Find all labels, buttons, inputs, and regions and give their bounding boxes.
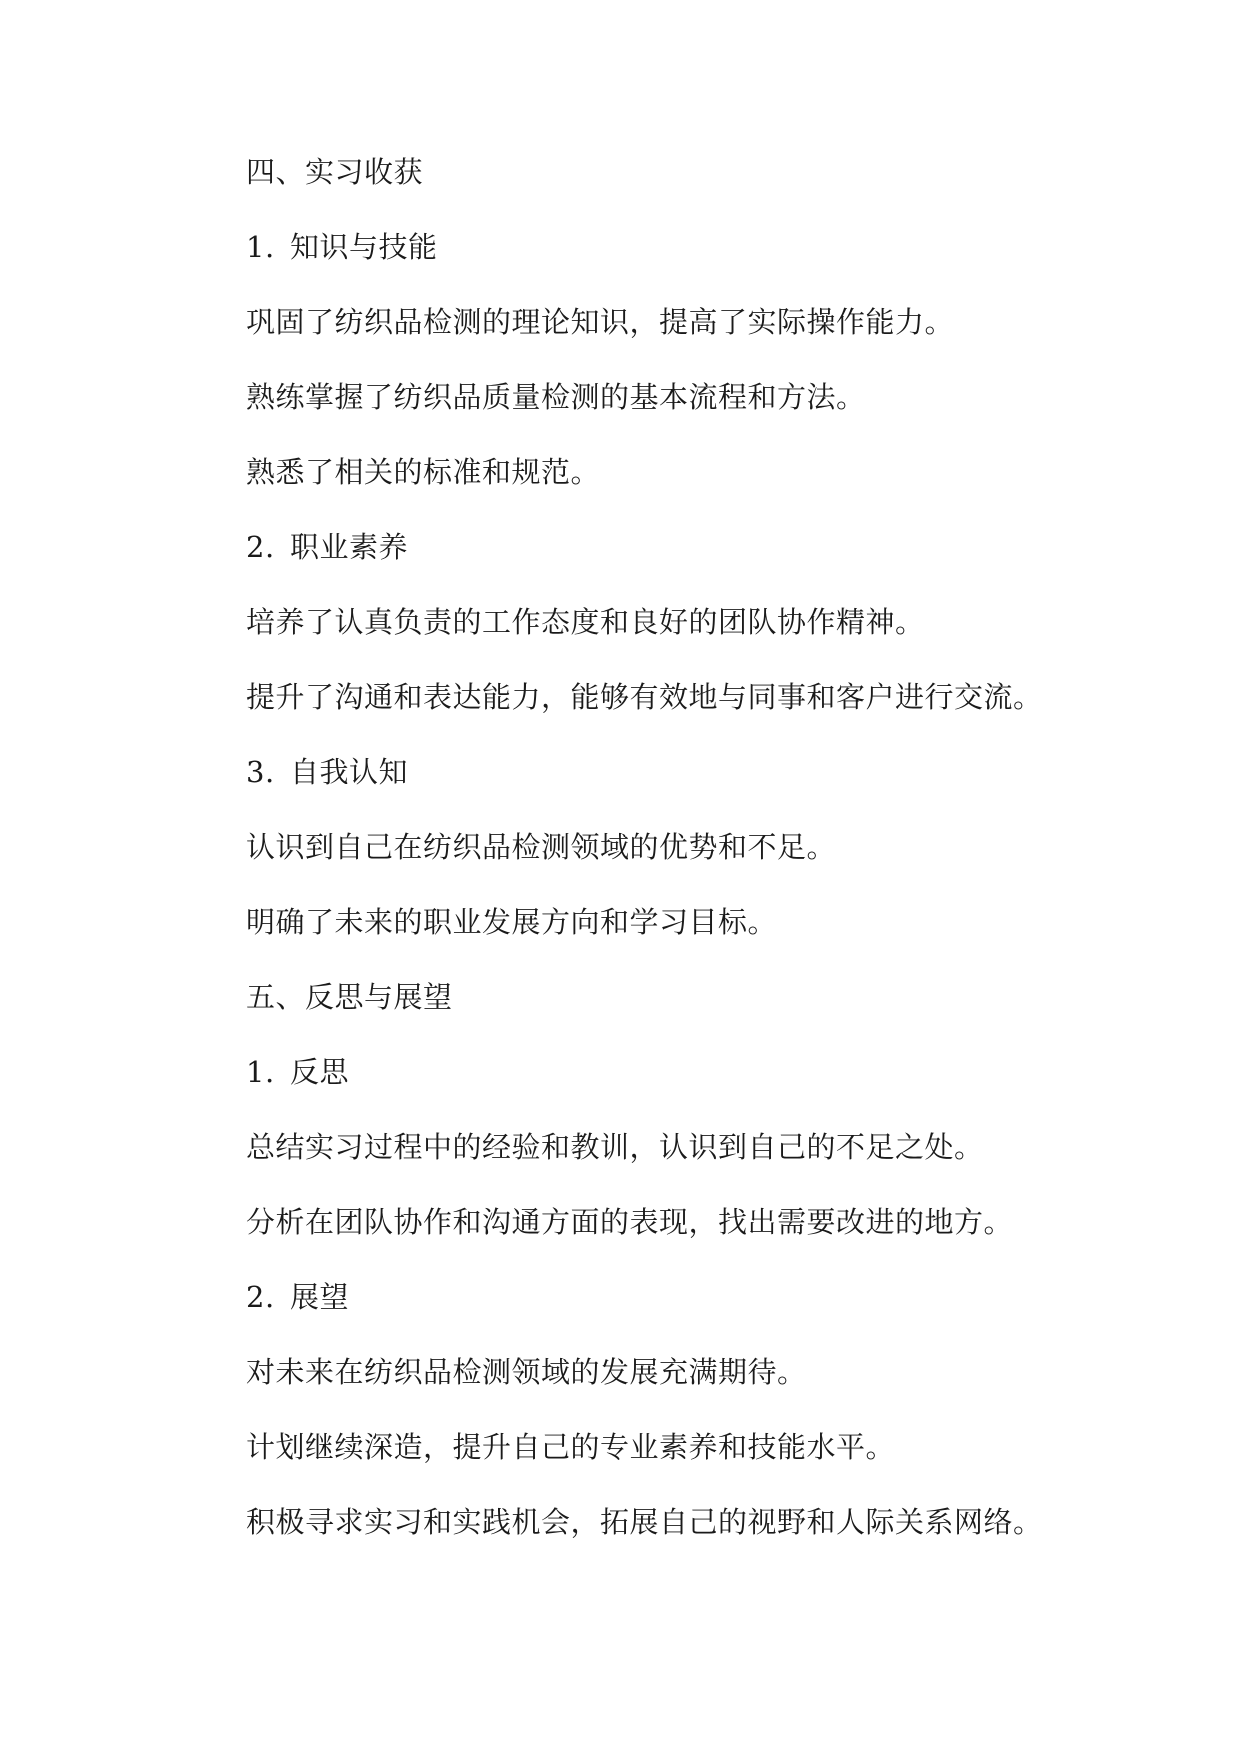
subsection-heading — [246, 1277, 349, 1317]
section-heading: 四、实习收获 — [246, 155, 424, 189]
subsection-title: 知识与技能 — [290, 230, 438, 264]
subsection-title: 自我认知 — [290, 755, 409, 789]
subsection-title: 职业素养 — [290, 530, 409, 564]
subsection-number: 1. — [246, 230, 275, 264]
subsection-title: 反思 — [290, 1055, 350, 1089]
paragraph: 明确了未来的职业发展方向和学习目标。 — [246, 905, 778, 939]
subsection-heading — [246, 1052, 349, 1092]
paragraph: 计划继续深造，提升自己的专业素养和技能水平。 — [246, 1430, 896, 1464]
paragraph: 积极寻求实习和实践机会，拓展自己的视野和人际关系网络。 — [246, 1505, 1043, 1539]
paragraph: 熟悉了相关的标准和规范。 — [246, 455, 601, 489]
subsection-number: 2. — [246, 530, 275, 564]
subsection-heading — [246, 227, 438, 267]
paragraph: 巩固了纺织品检测的理论知识，提高了实际操作能力。 — [246, 305, 955, 339]
subsection-heading — [246, 752, 408, 792]
paragraph: 提升了沟通和表达能力，能够有效地与同事和客户进行交流。 — [246, 680, 1043, 714]
paragraph: 培养了认真负责的工作态度和良好的团队协作精神。 — [246, 605, 925, 639]
subsection-title: 展望 — [290, 1280, 350, 1314]
subsection-number: 2. — [246, 1280, 275, 1314]
paragraph: 熟练掌握了纺织品质量检测的基本流程和方法。 — [246, 380, 866, 414]
subsection-number: 3. — [246, 755, 275, 789]
paragraph: 认识到自己在纺织品检测领域的优势和不足。 — [246, 830, 837, 864]
paragraph: 对未来在纺织品检测领域的发展充满期待。 — [246, 1355, 807, 1389]
paragraph: 分析在团队协作和沟通方面的表现，找出需要改进的地方。 — [246, 1205, 1014, 1239]
subsection-number: 1. — [246, 1055, 275, 1089]
paragraph: 总结实习过程中的经验和教训，认识到自己的不足之处。 — [246, 1130, 984, 1164]
subsection-heading — [246, 527, 408, 567]
section-heading: 五、反思与展望 — [246, 980, 453, 1014]
